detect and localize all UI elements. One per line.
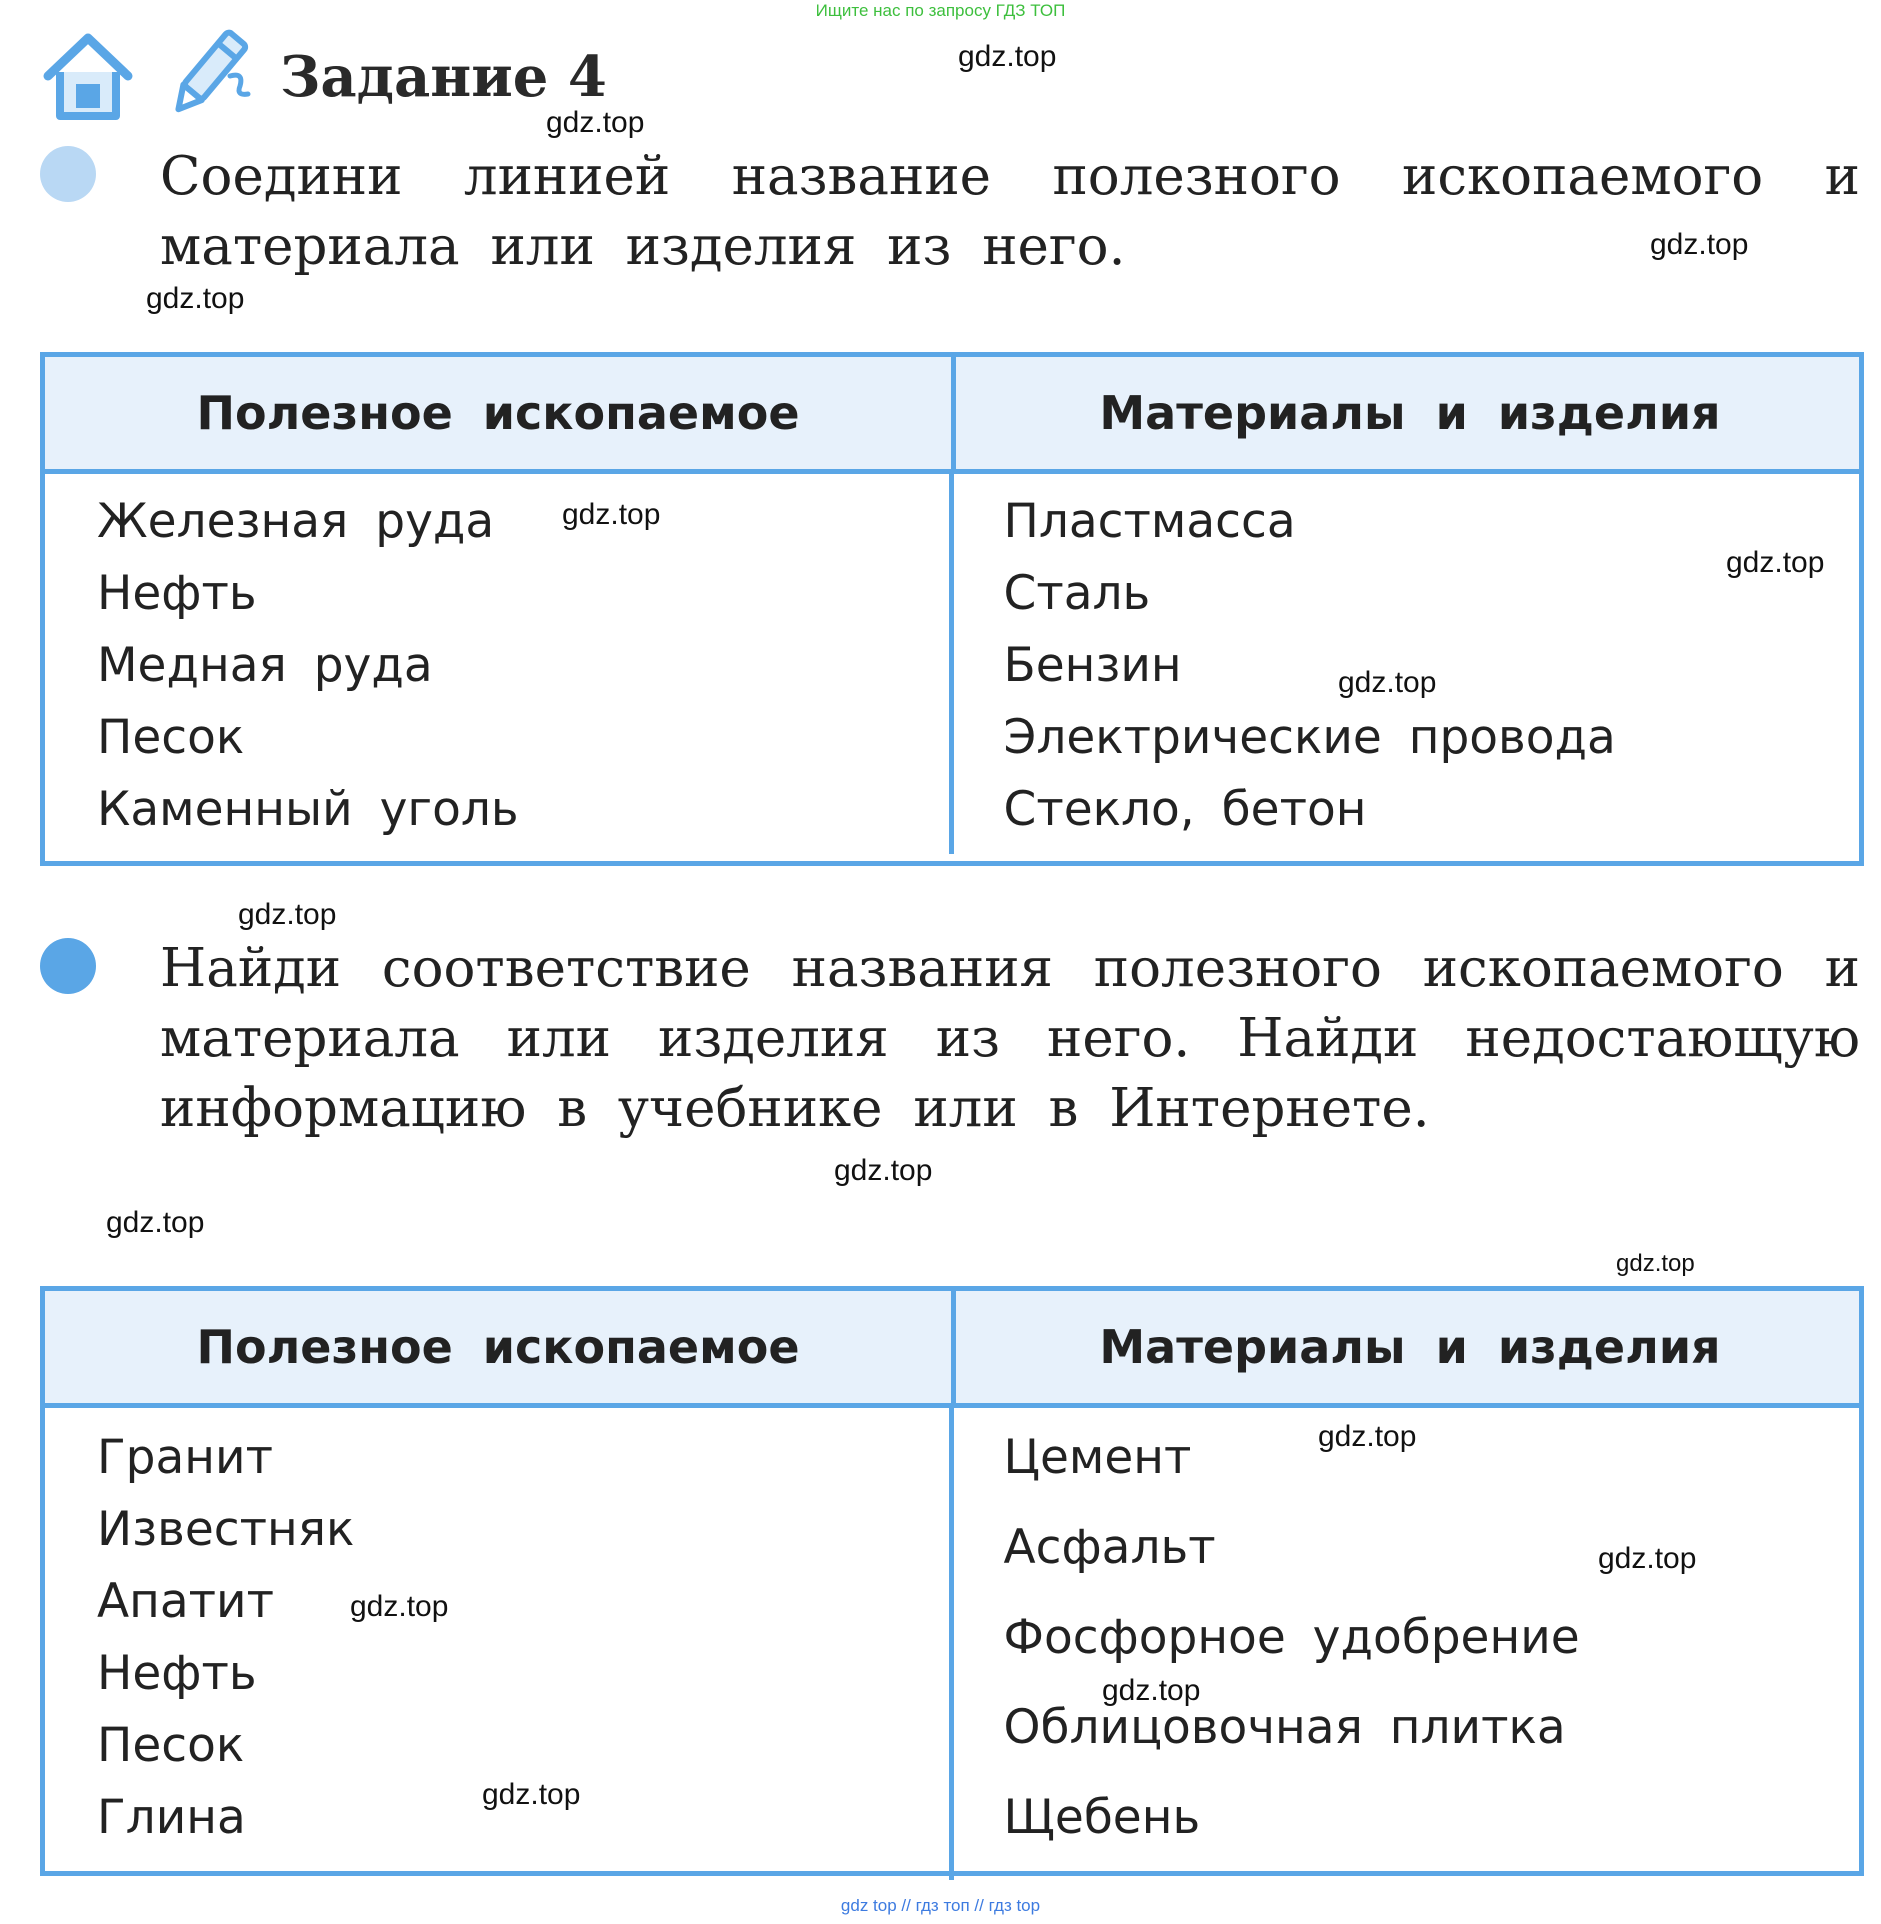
watermark: gdz.top xyxy=(146,282,245,315)
watermark: gdz.top xyxy=(834,1154,933,1187)
header-mineral: Полезное ископаемое xyxy=(45,1291,956,1403)
bottom-banner[interactable]: gdz top // гдз топ // гдз top xyxy=(840,1896,1041,1915)
table-2 xyxy=(40,1286,1864,1876)
bullet-1 xyxy=(40,146,96,202)
watermark: gdz.top xyxy=(1616,1250,1695,1277)
list-item: Цемент xyxy=(1003,1430,1192,1485)
list-item: Известняк xyxy=(97,1502,355,1557)
home-icon[interactable] xyxy=(40,28,136,124)
top-banner[interactable]: Ищите нас по запросу ГДЗ ТОП xyxy=(815,1,1066,20)
table-2-body xyxy=(45,1408,1859,1880)
watermark: gdz.top xyxy=(1338,666,1437,699)
materials-column xyxy=(954,474,1860,854)
list-item: Сталь xyxy=(1003,566,1151,621)
list-item: Железная руда xyxy=(97,494,495,549)
list-item: Гранит xyxy=(97,1430,273,1485)
list-item: Песок xyxy=(97,1718,245,1773)
watermark: gdz.top xyxy=(1726,546,1825,579)
watermark: gdz.top xyxy=(562,498,661,531)
list-item: Глина xyxy=(97,1790,246,1845)
watermark: gdz.top xyxy=(1598,1542,1697,1575)
list-item: Пластмасса xyxy=(1003,494,1296,549)
header-mineral: Полезное ископаемое xyxy=(45,357,956,469)
list-item: Фосфорное удобрение xyxy=(1003,1610,1580,1665)
watermark: gdz.top xyxy=(1650,228,1749,261)
watermark: gdz.top xyxy=(958,40,1057,73)
list-item: Каменный уголь xyxy=(97,782,519,837)
bullet-2 xyxy=(40,938,96,994)
watermark: gdz.top xyxy=(350,1590,449,1623)
list-item: Облицовочная плитка xyxy=(1003,1700,1566,1755)
pen-icon xyxy=(160,24,256,124)
header-materials: Материалы и изделия xyxy=(1099,386,1721,440)
header-materials: Материалы и изделия xyxy=(1099,1320,1721,1374)
list-item: Бензин xyxy=(1003,638,1182,693)
materials-column xyxy=(954,1408,1860,1880)
list-item: Апатит xyxy=(97,1574,274,1629)
instruction-2: Найди соответствие названия полезного ископаемого и материала или изделия из него. Найди недостающую информацию в учебнике или в Интернете. xyxy=(160,938,1860,1139)
list-item: Асфальт xyxy=(1003,1520,1216,1575)
instruction-1: Соедини линией название полезного ископаемого и материала или изделия из него. xyxy=(160,146,1860,277)
table-1-header xyxy=(45,357,1859,474)
list-item: Щебень xyxy=(1003,1790,1201,1845)
list-item: Нефть xyxy=(97,566,257,621)
table-1-body xyxy=(45,474,1859,854)
task-title: Задание 4 xyxy=(280,44,607,110)
watermark: gdz.top xyxy=(1318,1420,1417,1453)
list-item: Медная руда xyxy=(97,638,433,693)
watermark: gdz.top xyxy=(546,106,645,139)
list-item: Нефть xyxy=(97,1646,257,1701)
watermark: gdz.top xyxy=(1102,1674,1201,1707)
table-2-header xyxy=(45,1291,1859,1408)
list-item: Песок xyxy=(97,710,245,765)
watermark: gdz.top xyxy=(482,1778,581,1811)
minerals-column xyxy=(45,474,954,854)
list-item: Электрические провода xyxy=(1003,710,1616,765)
watermark: gdz.top xyxy=(106,1206,205,1239)
table-1 xyxy=(40,352,1864,866)
list-item: Стекло, бетон xyxy=(1003,782,1367,837)
watermark: gdz.top xyxy=(238,898,337,931)
